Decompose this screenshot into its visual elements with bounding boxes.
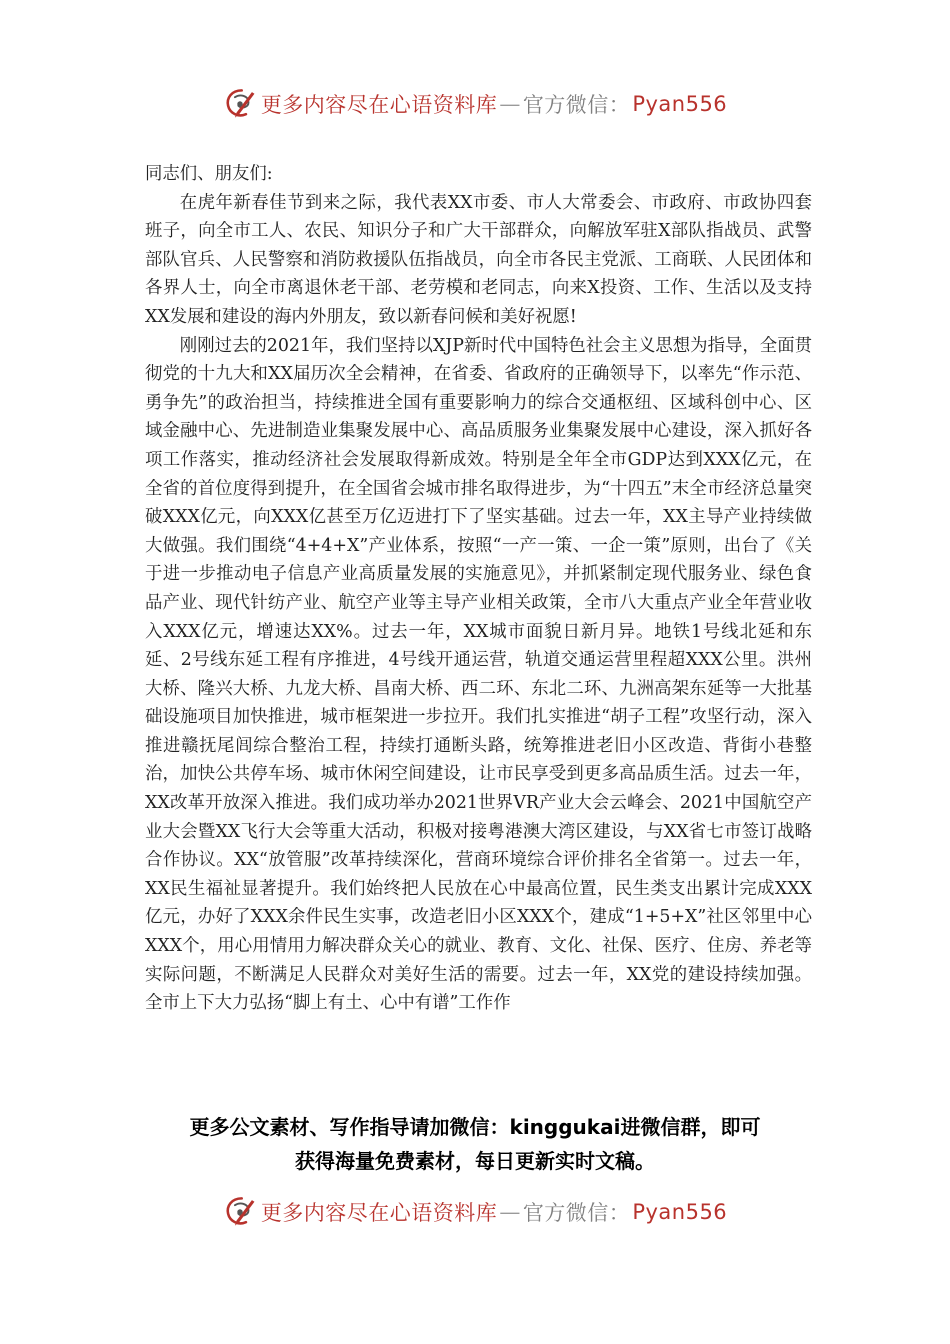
footer-notice bbox=[0, 1110, 950, 1178]
header-watermark bbox=[0, 82, 950, 126]
pen-swirl-logo-icon bbox=[223, 87, 257, 121]
pen-swirl-logo-icon bbox=[223, 1195, 257, 1229]
watermark-official: 官方微信： bbox=[522, 1201, 631, 1225]
watermark-main: 更多内容尽在心语资料库 bbox=[260, 93, 498, 117]
paragraph-2: 刚刚过去的2021年，我们坚持以XJP新时代中国特色社会主义思想为指导，全面贯彻党的十九大和XX届历次全会精神，在省委、省政府的正确领导下，以率先“作示范、勇争先”的政治担当，持续推进全国有重要影响力的综合交通枢纽、区域科创中心、区域金融中心、先进制造业集聚发展中心、高品质服务业集聚发展中心建设，深入抓好各项工作落实，推动经济社会发展取得新成效。特别是全年全市GDP达到XXX亿元，在全省的首位度得到提升，在全国省会城市排名取得进步，为“十四五”末全市经济总量突破XXX亿元，向XXX亿甚至万亿迈进打下了坚实基础。过去一年，XX主导产业持续做大做强。我们围绕“4+4+X”产业体系，按照“一产一策、一企一策”原则，出台了《关于进一步推动电子信息产业高质量发展的实施意见》，并抓紧制定现代服务业、绿色食品产业、现代针纺产业、航空产业等主导产业相关政策，全市八大重点产业全年营业收入XXX亿元，增速达XX%。过去一年，XX城市面貌日新月异。地铁1号线北延和东延、2号线东延工程有序推进，4号线开通运营，轨道交通运营里程超XXX公里。洪州大桥、隆兴大桥、九龙大桥、昌南大桥、西二环、东北二环、九洲高架东延等一大批基础设施项目加快推进，城市框架进一步拉开。我们扎实推进“胡子工程”攻坚行动，深入推进赣抚尾闾综合整治工程，持续打通断头路，统筹推进老旧小区改造、背街小巷整治，加快公共停车场、城市休闲空间建设，让市民享受到更多高品质生活。过去一年，XX改革开放深入推进。我们成功举办2021世界VR产业大会云峰会、2021中国航空产业大会暨XX飞行大会等重大活动，积极对接粤港澳大湾区建设，与XX省七市签订战略合作协议。XX“放管服”改革持续深化，营商环境综合评价排名全省第一。过去一年，XX民生福祉显著提升。我们始终把人民放在心中最高位置，民生类支出累计完成XXX亿元，办好了XXX余件民生实事，改造老旧小区XXX个，建成“1+5+X”社区邻里中心XXX个，用心用情用力解决群众关心的就业、教育、文化、社保、医疗、住房、养老等实际问题，不断满足人民群众对美好生活的需要。过去一年，XX党的建设持续加强。全市上下大力弘扬“脚上有土、心中有谱”工作作 bbox=[145, 335, 812, 1014]
watermark-main: 更多内容尽在心语资料库 bbox=[260, 1201, 498, 1225]
watermark-id: Pyan556 bbox=[632, 1200, 728, 1224]
watermark-official: 官方微信： bbox=[522, 93, 631, 117]
greeting: 同志们、朋友们: bbox=[145, 164, 273, 184]
watermark-id: Pyan556 bbox=[632, 92, 728, 116]
document-body bbox=[145, 160, 812, 1018]
footer-line-1: 更多公文素材、写作指导请加微信：kinggukai进微信群，即可 bbox=[189, 1115, 761, 1139]
watermark-dash: — bbox=[499, 92, 521, 116]
watermark-text bbox=[261, 89, 727, 119]
footer-line-2: 获得海量免费素材，每日更新实时文稿。 bbox=[295, 1149, 655, 1173]
watermark-dash: — bbox=[499, 1200, 521, 1224]
paragraph-1: 在虎年新春佳节到来之际，我代表XX市委、市人大常委会、市政府、市政协四套班子，向全市工人、农民、知识分子和广大干部群众，向解放军驻X部队指战员、武警部队官兵、人民警察和消防救援队伍指战员，向全市各民主党派、工商联、人民团体和各界人士，向全市离退休老干部、老劳模和老同志，向来X投资、工作、生活以及支持XX发展和建设的海内外朋友，致以新春问候和美好祝愿! bbox=[145, 192, 812, 327]
watermark-text bbox=[261, 1197, 727, 1227]
bottom-watermark bbox=[0, 1190, 950, 1234]
